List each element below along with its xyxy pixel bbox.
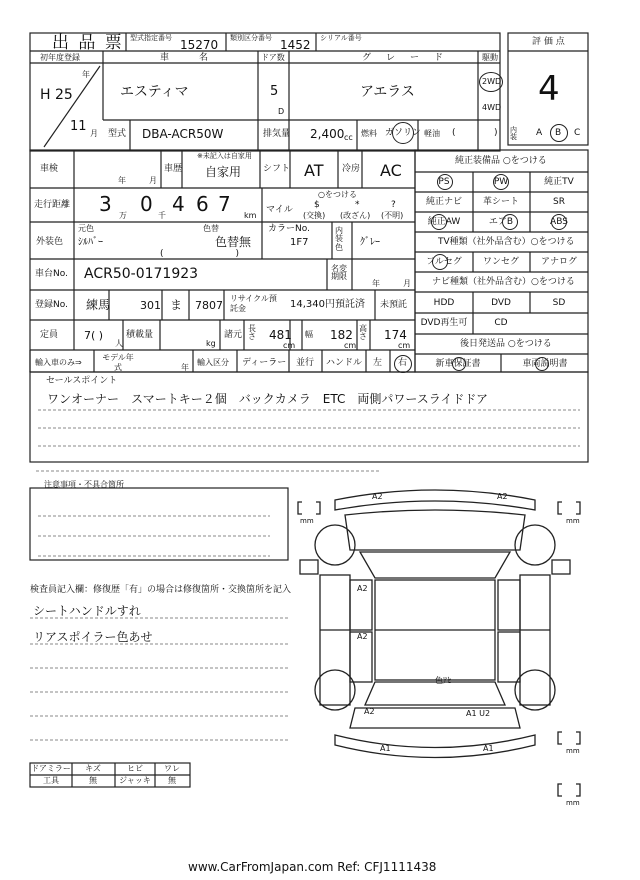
legend-mirror: ドアミラー [31, 764, 71, 773]
displacement-value: 2,400 [310, 127, 345, 141]
legend-jack: ジャッキ [119, 776, 151, 785]
mm-front-right: mm [566, 517, 580, 525]
sales-point-label: セールスポイント [46, 376, 118, 386]
color-no-label: カラーNo. [268, 224, 310, 234]
paren-open: ( [452, 128, 456, 138]
damage-mark-front-left: A2 [372, 492, 383, 501]
displacement-label: 排気量 [263, 129, 291, 139]
cc-unit: cc [344, 133, 353, 142]
grade-value: アエラス [360, 84, 415, 100]
handle-right: 右 [398, 358, 408, 368]
mm-rear-right: mm [566, 747, 580, 755]
handle-label: ハンドル [326, 358, 363, 368]
color-change-label: 色替 [203, 224, 219, 233]
mile-option: マイル [266, 205, 293, 215]
chassis-label: 車台No. [35, 269, 68, 279]
serial-label: シリアル番号 [320, 34, 362, 42]
capacity-label: 定員 [40, 330, 59, 340]
kg-unit: kg [206, 339, 216, 348]
later-manual-circle [535, 357, 549, 371]
interior-color-label: 内装色 [335, 226, 343, 252]
year-unit: 年 [82, 70, 90, 79]
original-color: ｼﾙﾊﾞｰ [78, 237, 103, 248]
damage-mark-left-door-rear: A2 [357, 632, 368, 641]
note-line-1: シートハンドルすれ [33, 604, 141, 618]
km-unit: km [244, 211, 257, 220]
drive-2wd-circle [479, 72, 503, 92]
reg-label: 登録No. [35, 300, 68, 310]
name-change-label: 名変期限 [331, 264, 347, 281]
color-no-value: 1F7 [290, 237, 309, 248]
equip-aw-circle [431, 214, 447, 230]
history-label: 車歴 [164, 164, 183, 174]
grade-label: グ レ ー ド [362, 53, 447, 63]
car-name: エスティマ [120, 84, 189, 100]
exchange-symbol: $ [314, 200, 320, 210]
reg-area: 練馬 [86, 298, 111, 312]
model-label: 型式 [108, 129, 127, 139]
category-number: 1452 [280, 38, 311, 52]
cd-option: CD [494, 318, 508, 328]
legend-tools-value: 無 [89, 776, 97, 785]
car-name-label: 車 名 [160, 53, 213, 63]
load-label: 積載量 [126, 330, 154, 340]
equip-pw-circle [493, 174, 509, 190]
footer-reference: www.CarFromJapan.com Ref: CFJ1111438 [188, 860, 437, 874]
import-class-label: 輸入区分 [197, 358, 229, 367]
reg-class: 301 [140, 299, 161, 312]
equip-ps-circle [437, 174, 453, 190]
tv-type-label: TV種類（社外品含む）○をつける [438, 237, 575, 247]
inspection-label: 車検 [40, 164, 59, 174]
navi-hdd: HDD [433, 298, 455, 308]
inspection-year-unit: 年 [118, 176, 126, 185]
first-reg-era: H 25 [40, 87, 73, 103]
fuel-label: 燃料 [361, 129, 377, 138]
altered-symbol: * [355, 200, 360, 210]
mileage-digit-5: 7 [218, 192, 231, 216]
later-items-label: 後日発送品 ○をつける [460, 339, 552, 349]
interior-label: 内装 [510, 126, 517, 141]
drive-2wd: 2WD [482, 77, 502, 86]
interior-a: A [536, 128, 543, 138]
equip-leather: 革シート [482, 197, 520, 207]
damage-mark-front-right: A2 [497, 492, 508, 501]
altered-option: (改ざん) [340, 211, 371, 220]
paren-close: ) [494, 128, 498, 138]
damage-mark-fade: 色ｱｾ [435, 676, 451, 685]
mileage-digit-1: 3 [99, 192, 112, 216]
height-label: 高さ [359, 324, 367, 341]
chassis-number: ACR50-0171923 [84, 266, 199, 282]
name-change-month: 月 [403, 279, 411, 288]
drive-label: 駆動 [482, 53, 498, 62]
reg-kana: ま [170, 298, 183, 312]
length-cm: cm [283, 341, 296, 350]
damage-mark-rear-left: A2 [364, 707, 375, 716]
damage-mark-left-door-front: A2 [357, 584, 368, 593]
color-paren: ( ) [160, 249, 240, 259]
doors-label: ドア数 [261, 53, 285, 62]
equip-aw: 純正AW [427, 217, 461, 227]
dvd-playback: DVD再生可 [420, 318, 468, 328]
fuel-gasoline: ガソリン [385, 128, 422, 138]
reg-number: 7807 [195, 299, 223, 312]
inspection-month-unit: 月 [149, 176, 157, 185]
legend-jack-value: 無 [168, 776, 176, 785]
inspector-label: 検査員記入欄：修復歴「有」の場合は修復箇所・交換箇所を記入 [30, 585, 292, 595]
notes-label: 注意事項・不具合箇所 [44, 480, 124, 489]
color-change-value: 色替無 [215, 235, 252, 249]
equip-airbag-circle [502, 214, 518, 230]
legend-break: ワレ [164, 764, 180, 773]
drive-4wd: 4WD [482, 103, 502, 112]
mileage-digit-4: 6 [196, 192, 209, 216]
damage-mark-bumper-left: A1 [380, 744, 391, 753]
mileage-digit-3: 4 [172, 192, 185, 216]
unknown-symbol: ? [391, 200, 396, 210]
mm-spare: mm [566, 799, 580, 807]
legend-tools: 工具 [43, 776, 59, 785]
later-manual: 車両説明書 [522, 359, 568, 369]
ac-label: 冷房 [342, 164, 361, 174]
history-note: ※未記入は自家用 [197, 152, 252, 160]
shift-label: シフト [263, 164, 291, 174]
recycle-unpaid: 未預託 [380, 300, 408, 310]
width-label: 幅 [305, 330, 313, 339]
mileage-digit-2: 0 [140, 192, 153, 216]
capacity-value: 7( ) [84, 329, 104, 342]
note-line-2: リアスポイラー色あせ [33, 630, 153, 644]
tv-fullseg: フルセグ [426, 257, 462, 267]
legend-crack: ヒビ [127, 764, 143, 773]
recycle-label: リサイクル預託金 [230, 294, 277, 313]
tv-analog: アナログ [540, 257, 578, 267]
later-warranty-circle [452, 357, 466, 371]
length-value: 481 [269, 328, 292, 342]
length-label: 長さ [248, 324, 256, 341]
person-unit: 人 [115, 339, 123, 348]
equip-abs-circle [551, 214, 567, 230]
first-reg-label: 初年度登録 [40, 53, 80, 62]
man-unit: 万 [119, 211, 127, 220]
equip-sr: SR [553, 197, 565, 207]
month-unit: 月 [90, 129, 98, 138]
tv-fullseg-circle [432, 254, 448, 270]
original-color-label: 元色 [78, 224, 94, 233]
ac-value: AC [380, 161, 402, 180]
exterior-color-label: 外装色 [36, 237, 64, 247]
score-label: 評 価 点 [532, 37, 565, 47]
equip-ps: PS [438, 177, 450, 187]
interior-color-value: ｸﾞﾚｰ [360, 237, 380, 248]
height-value: 174 [384, 328, 407, 342]
equip-tv: 純正TV [544, 177, 574, 187]
interior-circle [550, 124, 568, 142]
dims-label: 諸元 [224, 330, 243, 340]
height-cm: cm [398, 341, 411, 350]
navi-type-label: ナビ種類（社外品含む）○をつける [432, 277, 575, 287]
import-label: 輸入車のみ⇒ [35, 358, 82, 367]
import-parallel: 並行 [296, 358, 315, 368]
navi-sd: SD [552, 298, 566, 308]
category-label: 類別区分番号 [230, 34, 272, 42]
recycle-deposit: 14,340円預託済 [290, 299, 365, 310]
doors-value: 5 [270, 84, 279, 99]
navi-dvd: DVD [491, 298, 511, 308]
exchange-option: (交換) [303, 211, 326, 220]
equip-airbag: エアB [488, 217, 514, 227]
later-warranty: 新車保証書 [435, 359, 481, 369]
history-value: 自家用 [205, 165, 242, 179]
diesel-label: 軽油 [424, 129, 440, 138]
width-value: 182 [330, 328, 353, 342]
mm-front-left: mm [300, 517, 314, 525]
shift-value: AT [304, 161, 324, 180]
interior-b: B [555, 128, 562, 138]
sen-unit: 千 [158, 211, 166, 220]
equip-navi: 純正ナビ [425, 197, 463, 207]
type-number-label: 型式指定番号 [130, 34, 172, 42]
form-title: 出 品 票 [52, 33, 124, 53]
score-value: 4 [538, 69, 560, 109]
mileage-note: ○をつける [318, 190, 357, 199]
sales-point-text: ワンオーナー スマートキー２個 バックカメラ ETC 両側パワースライドドア [47, 392, 489, 406]
type-number: 15270 [180, 38, 219, 52]
model-year-label: モデル年式 [102, 353, 134, 372]
model-value: DBA-ACR50W [142, 127, 224, 141]
mileage-label: 走行距離 [34, 200, 71, 210]
damage-mark-bumper-right: A1 [483, 744, 494, 753]
fuel-circle [392, 122, 414, 144]
genuine-label: 純正装備品 ○をつける [455, 156, 547, 166]
interior-c: C [574, 128, 581, 138]
import-dealer: ディーラー [242, 358, 287, 368]
legend-scratch: キズ [85, 764, 101, 773]
handle-left: 左 [373, 358, 383, 368]
tv-oneseg: ワンセグ [482, 257, 520, 267]
handle-right-circle [394, 355, 412, 373]
model-year-unit: 年 [181, 363, 189, 372]
width-cm: cm [344, 341, 357, 350]
equip-abs: ABS [550, 217, 568, 227]
doors-code: D [278, 107, 285, 116]
name-change-year: 年 [372, 279, 380, 288]
unknown-option: (不明) [381, 211, 404, 220]
equip-pw: PW [493, 177, 509, 187]
damage-mark-rear-right: A1 U2 [466, 709, 491, 718]
first-reg-month: 11 [70, 119, 87, 134]
